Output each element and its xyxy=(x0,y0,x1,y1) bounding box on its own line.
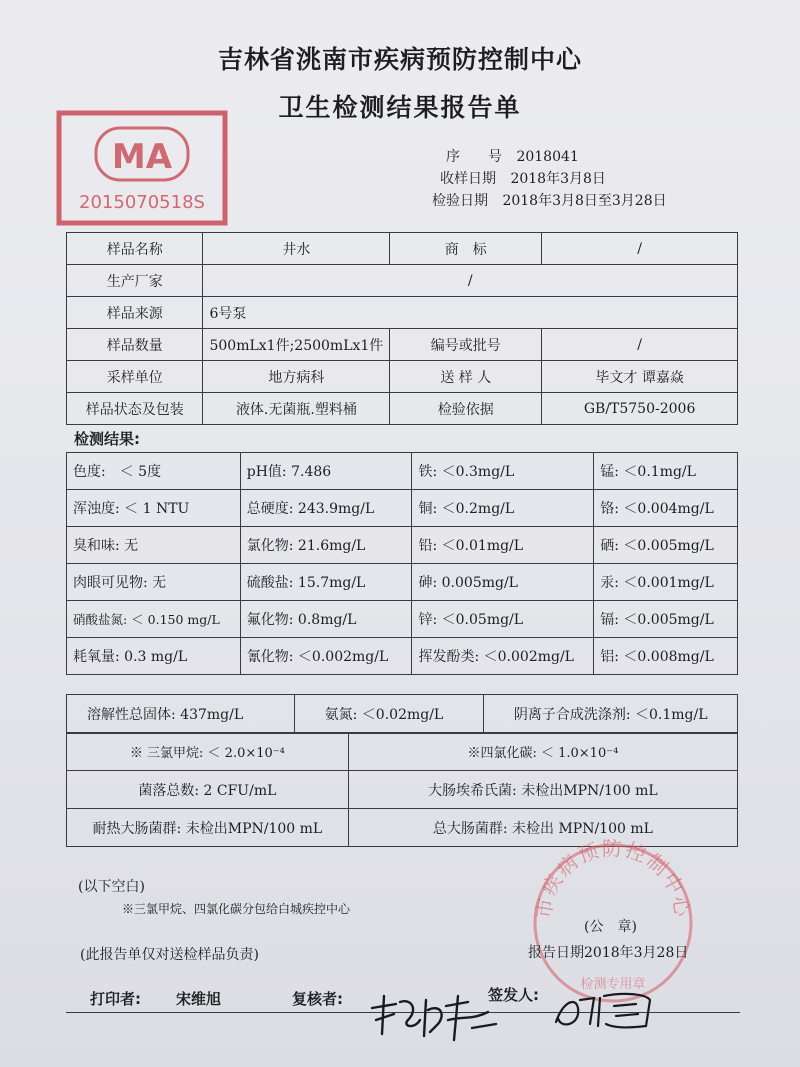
result-cell: 臭和味: 无 xyxy=(67,527,241,564)
ma-stamp-code: 2015070518S xyxy=(79,192,205,213)
seal-arc-text: 市疾病预防控制中心 xyxy=(531,838,695,920)
qty-label: 样品数量 xyxy=(67,329,203,361)
table-row xyxy=(67,527,738,564)
table-row xyxy=(67,638,738,675)
test-date-label: 检验日期 xyxy=(432,193,488,209)
org-title: 吉林省洮南市疾病预防控制中心 xyxy=(217,45,582,74)
result-cell: 溶解性总固体: 437mg/L xyxy=(67,695,295,734)
serial-label: 序 号 xyxy=(446,149,502,165)
result-cell: 氰化物: ＜0.002mg/L xyxy=(240,638,412,675)
brand-value: / xyxy=(542,233,738,265)
results-table-row3 xyxy=(66,694,738,734)
result-cell: 总硬度: 243.9mg/L xyxy=(240,490,412,527)
basis-value: GB/T5750-2006 xyxy=(542,393,738,425)
result-cell: 耐热大肠菌群: 未检出MPN/100 mL xyxy=(67,809,349,847)
table-row xyxy=(67,233,738,265)
subcontract-note: ※三氯甲烷、四氯化碳分包给白城疾控中心 xyxy=(122,902,351,916)
test-date-line xyxy=(432,190,667,210)
report-date: 报告日期2018年3月28日 xyxy=(528,945,689,961)
result-cell: ※四氯化碳: ＜ 1.0×10⁻⁴ xyxy=(348,733,737,771)
result-cell: 镉: ＜0.005mg/L xyxy=(594,601,738,638)
sender-value: 毕文才 谭嘉焱 xyxy=(542,361,738,393)
result-cell: 铜: ＜0.2mg/L xyxy=(412,490,594,527)
table-row xyxy=(67,453,738,490)
receive-date-line xyxy=(432,168,606,188)
blank-note: (以下空白) xyxy=(78,879,145,895)
issuer-label: 签发人: xyxy=(488,986,539,1004)
printer-name: 宋维旭 xyxy=(176,990,222,1008)
result-cell: 氟化物: 0.8mg/L xyxy=(240,601,412,638)
sample-info-table xyxy=(66,232,738,425)
result-cell: 铬: ＜0.004mg/L xyxy=(594,490,738,527)
maker-value: / xyxy=(203,265,738,297)
sample-name-value: 井水 xyxy=(203,233,390,265)
result-cell: 锌: ＜0.05mg/L xyxy=(412,601,594,638)
source-label: 样品来源 xyxy=(67,297,203,329)
serial-line xyxy=(432,146,579,166)
table-row xyxy=(67,564,738,601)
results-table-rows4 xyxy=(66,732,738,847)
table-row xyxy=(67,297,738,329)
table-row xyxy=(67,490,738,527)
result-cell: 氯化物: 21.6mg/L xyxy=(240,527,412,564)
result-cell: 铅: ＜0.01mg/L xyxy=(412,527,594,564)
result-cell: 色度: ＜ 5度 xyxy=(67,453,241,490)
seal-note: (公 章) xyxy=(584,919,637,935)
basis-label: 检验依据 xyxy=(390,393,542,425)
batch-value: / xyxy=(542,329,738,361)
table-row xyxy=(67,265,738,297)
sample-name-label: 样品名称 xyxy=(67,233,203,265)
result-cell: 砷: 0.005mg/L xyxy=(412,564,594,601)
result-cell: 铁: ＜0.3mg/L xyxy=(412,453,594,490)
ma-stamp-icon xyxy=(56,110,228,226)
reviewer-signature-icon xyxy=(368,990,508,1050)
results-title: 检测结果: xyxy=(74,430,140,448)
receive-date-value: 2018年3月8日 xyxy=(510,171,606,187)
serial-value: 2018041 xyxy=(516,149,579,165)
result-cell: 大肠埃希氏菌: 未检出MPN/100 mL xyxy=(348,771,737,809)
results-table xyxy=(66,452,738,675)
result-cell: 锰: ＜0.1mg/L xyxy=(594,453,738,490)
result-cell: 硝酸盐氮: ＜ 0.150 mg/L xyxy=(67,601,241,638)
table-row xyxy=(67,361,738,393)
reviewer-label: 复核者: xyxy=(292,990,343,1008)
result-cell: 总大肠菌群: 未检出 MPN/100 mL xyxy=(348,809,737,847)
result-cell: 阴离子合成洗涤剂: ＜0.1mg/L xyxy=(484,695,738,734)
sender-label: 送 样 人 xyxy=(390,361,542,393)
result-cell: 硒: ＜0.005mg/L xyxy=(594,527,738,564)
unit-value: 地方病科 xyxy=(203,361,390,393)
table-row xyxy=(67,771,738,809)
result-cell: pH值: 7.486 xyxy=(240,453,412,490)
result-cell: 氨氮: ＜0.02mg/L xyxy=(294,695,484,734)
result-cell: 挥发酚类: ＜0.002mg/L xyxy=(412,638,594,675)
table-row xyxy=(67,695,738,734)
table-row xyxy=(67,733,738,771)
result-cell: 耗氧量: 0.3 mg/L xyxy=(67,638,241,675)
table-row xyxy=(67,601,738,638)
state-value: 液体.无菌瓶.塑料桶 xyxy=(203,393,390,425)
state-label: 样品状态及包装 xyxy=(67,393,203,425)
receive-date-label: 收样日期 xyxy=(440,171,496,187)
svg-text:市疾病预防控制中心 xyxy=(531,838,694,920)
result-cell: 硫酸盐: 15.7mg/L xyxy=(240,564,412,601)
result-cell: 铝: ＜0.008mg/L xyxy=(594,638,738,675)
printer-label: 打印者: xyxy=(90,990,141,1008)
maker-label: 生产厂家 xyxy=(67,265,203,297)
batch-label: 编号或批号 xyxy=(390,329,542,361)
result-cell: 肉眼可见物: 无 xyxy=(67,564,241,601)
issuer-signature-icon xyxy=(550,988,660,1036)
unit-label: 采样单位 xyxy=(67,361,203,393)
result-cell: 菌落总数: 2 CFU/mL xyxy=(67,771,349,809)
qty-value: 500mLx1件;2500mLx1件 xyxy=(203,329,390,361)
report-title: 卫生检测结果报告单 xyxy=(278,93,522,122)
table-row xyxy=(67,329,738,361)
source-value: 6号泵 xyxy=(203,297,738,329)
result-cell: ※ 三氯甲烷: ＜ 2.0×10⁻⁴ xyxy=(67,733,349,771)
ma-stamp-text: MA xyxy=(111,137,173,177)
brand-label: 商 标 xyxy=(390,233,542,265)
result-cell: 浑浊度: ＜ 1 NTU xyxy=(67,490,241,527)
seal-sub-text: 检测专用章 xyxy=(580,977,646,992)
result-cell: 汞: ＜0.001mg/L xyxy=(594,564,738,601)
test-date-value: 2018年3月8日至3月28日 xyxy=(502,193,667,209)
table-row xyxy=(67,393,738,425)
disclaimer-note: (此报告单仅对送检样品负责) xyxy=(80,947,259,963)
